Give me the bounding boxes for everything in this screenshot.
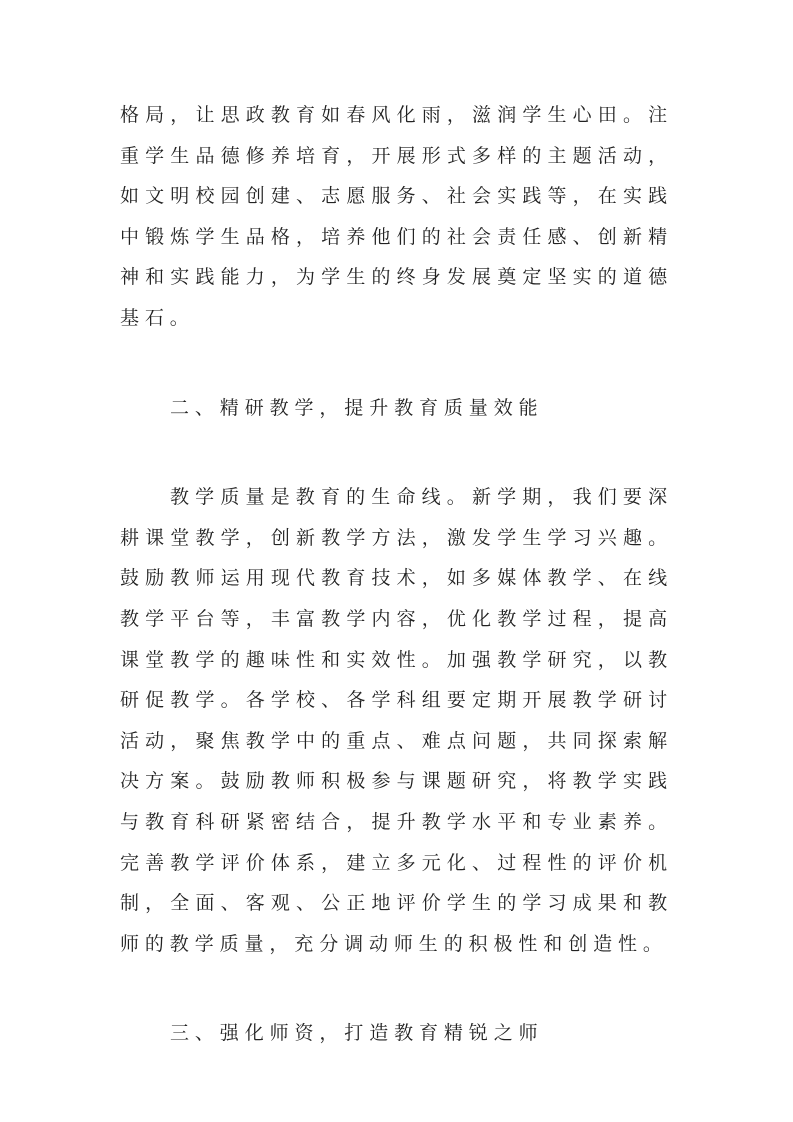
paragraph-teaching-quality: 教学质量是教育的生命线。新学期，我们要深耕课堂教学，创新教学方法，激发学生学习兴趣。鼓励教师运用现代教育技术，如多媒体教学、在线教学平台等，丰富教学内容，优化教学过程，提高课堂教学的趣味性和实效性。加强教学研究，以教研促教学。各学校、各学科组要定期开展教学研讨活动，聚焦教学中的重点、难点问题，共同探索解决方案。鼓励教师积极参与课题研究，将教学实践与教育科研紧密结合，提升教学水平和专业素养。完善教学评价体系，建立多元化、过程性的评价机制，全面、客观、公正地评价学生的学习成果和教师的教学质量，充分调动师生的积极性和创造性。 bbox=[120, 486, 673, 955]
spacer bbox=[120, 428, 673, 477]
section-heading-2: 二、精研教学，提升教育质量效能 bbox=[170, 396, 544, 419]
section-heading-3: 三、强化师资，打造教育精锐之师 bbox=[170, 1022, 544, 1045]
spacer bbox=[120, 964, 673, 1013]
spacer bbox=[120, 339, 673, 388]
paragraph-continued: 格局，让思政教育如春风化雨，滋润学生心田。注重学生品德修养培育，开展形式多样的主题活动，如文明校园创建、志愿服务、社会实践等，在实践中锻炼学生品格，培养他们的社会责任感、创新精神和实践能力，为学生的终身发展奠定坚实的道德基石。 bbox=[120, 104, 673, 329]
document-body bbox=[120, 95, 673, 1054]
